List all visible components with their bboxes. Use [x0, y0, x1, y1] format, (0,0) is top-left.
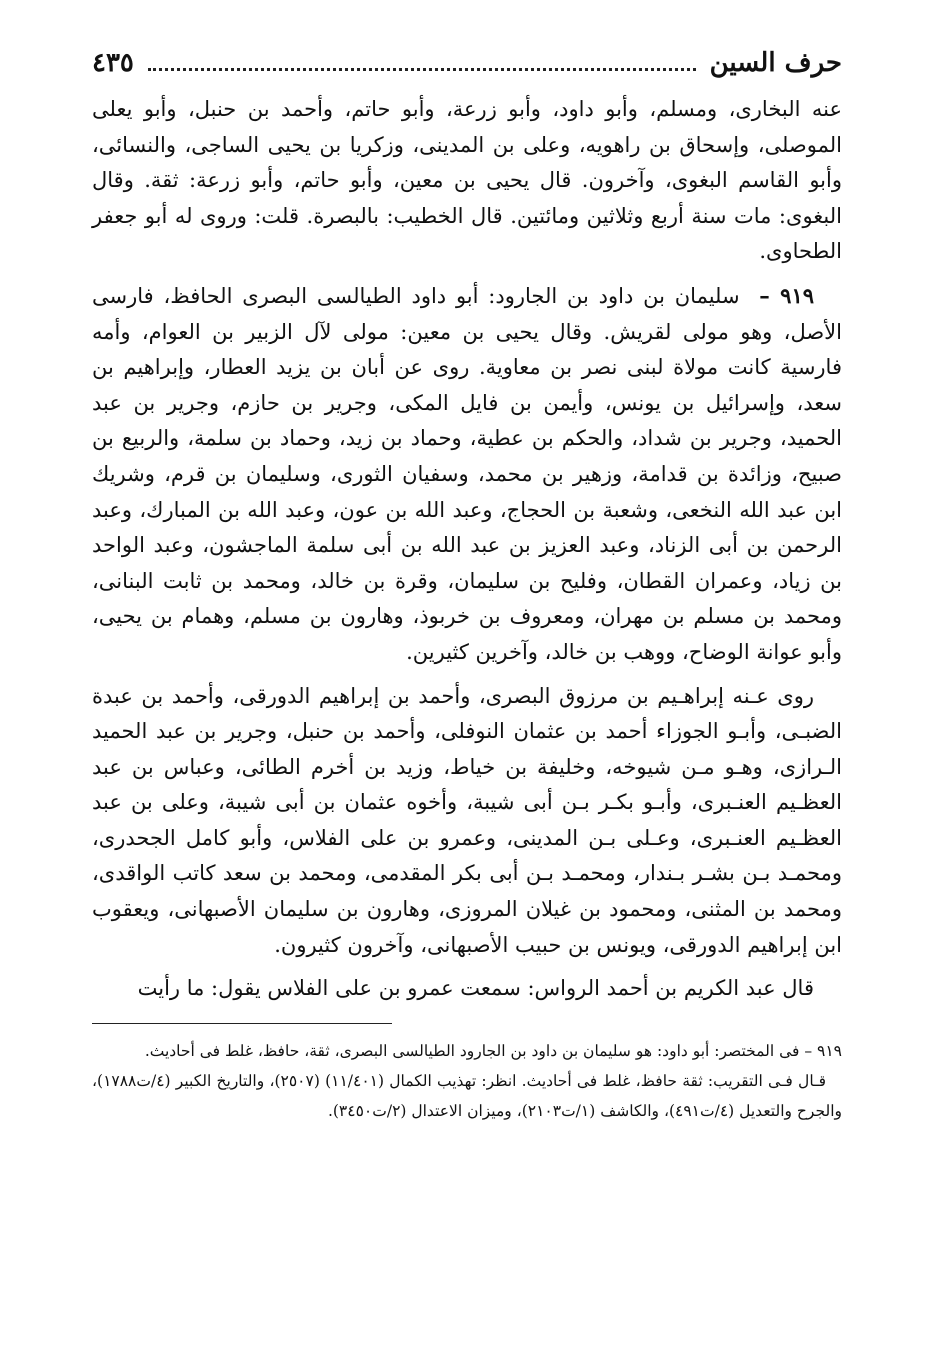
- footnote-text: قـال فـى التقريب: ثقة حافظ، غلط فى أحاديث. انظر: تهذيب الكمال (١١/٤٠١) (٢٥٠٧)، والتاريخ الكبير (٤/ت١٧٨٨)، والجرح والتعديل (٤/ت٤٩١)، والكاشف (١/ت٢١٠٣)، وميزان الاعتدال (٢/ت٣٤٥٠).: [92, 1071, 842, 1120]
- paragraph-students: [92, 679, 842, 964]
- footnote-text: ٩١٩ – فى المختصر: أبو داود: هو سليمان بن داود بن الجارود الطيالسى البصرى، ثقة، حافظ، غلط فى أحاديث.: [144, 1041, 842, 1060]
- header-title: حرف السين: [709, 48, 842, 78]
- page-number: ٤٣٥: [92, 48, 134, 78]
- paragraph-text: عنه البخارى، ومسلم، وأبو داود، وأبو زرعة، وأبو حاتم، وأحمد بن حنبل، وأبو يعلى الموصلى، وإسحاق بن راهويه، وعلى بن المدينى، وزكريا بن يحيى الساجى، والنسائى، وأبو القاسم البغوى، وآخرون. قال يحيى بن معين، وأبو حاتم، وأبو زرعة: ثقة. وقال البغوى: مات سنة أربع وثلاثين ومائتين. قال الخطيب: بالبصرة. قلت: وروى له أبو جعفر الطحاوى.: [92, 97, 842, 264]
- footnote: [92, 1036, 842, 1066]
- entry-paragraph: [92, 278, 842, 671]
- paragraph-continuation: [92, 92, 842, 270]
- footnote: [92, 1066, 842, 1126]
- header-dotted-leader: [148, 68, 696, 71]
- paragraph-text: قال عبد الكريم بن أحمد الرواس: سمعت عمرو بن على الفلاس يقول: ما رأيت: [137, 976, 814, 1001]
- paragraph-quote: [92, 971, 842, 1007]
- paragraph-text: سليمان بن داود بن الجارود: أبو داود الطيالسى البصرى الحافظ، فارسى الأصل، وهو مولى لقريش. وقال يحيى بن معين: مولى لآل الزبير بن العوام، وأمه فارسية كانت مولاة لبنى نصر بن معاوية. روى عن أبان بن يزيد العطار، وإبراهيم بن سعد، وإسرائيل بن يونس، وأيمن بن فايل المكى، وجرير بن حازم، وجرير بن عبد الحميد، وجرير بن شداد، والحكم بن عطية، وحماد بن زيد، وحماد بن سلمة، والربيع بن صبيح، وزائدة بن قدامة، وزهير بن محمد، وسفيان الثورى، وسليمان بن قرم، وشريك ابن عبد الله النخعى، وشعبة بن الحجاج، وعبد الله بن عون، وعبد الله بن المبارك، وعبد الرحمن بن أبى الزناد، وعبد العزيز بن عبد الله بن أبى سلمة الماجشون، وعبد الواحد بن زياد، وعمران القطان، وفليح بن سليمان، وقرة بن خالد، ومحمد بن ثابت البنانى، ومحمد بن مسلم بن مهران، ومعروف بن خربوذ، وهارون بن مسلم، وهمام بن يحيى، وأبو عوانة الوضاح، ووهب بن خالد، وآخرين كثيرين.: [92, 283, 842, 664]
- footnote-divider: [92, 1023, 392, 1024]
- entry-number: ٩١٩ –: [759, 282, 815, 308]
- paragraph-text: روى عـنه إبراهـيم بن مرزوق البصرى، وأحمد بن إبراهيم الدورقى، وأحمد بن عبدة الضبـى، وأبـو الجوزاء أحمد بن عثمان النوفلى، وأحمد بن حنبل، وجرير بن عبد الحميد الـرازى، وهـو مـن شيوخه، وخليفة بن خياط، وزيد بن أخرم الطائى، وعباس بن عبد العظـيم العنـبرى، وأبـو بكـر بـن أبى شيبة، وأخوه عثمان بن أبى شيبة، وعلى بن عبد العظـيم العنـبرى، وعـلى بـن المدينى، وعمرو بن على الفلاس، وأبو كامل الجحدرى، ومحمـد بـن بشـر بـندار، ومحمـد بـن أبى بكر المقدمى، ومحمد بن سعد كاتب الواقدى، ومحمد بن المثنى، ومحمود بن غيلان المروزى، وهارون بن سليمان الأصبهانى، ويعقوب ابن إبراهيم الدورقى، ويونس بن حبيب الأصبهانى، وآخرون كثيرون.: [92, 683, 842, 957]
- running-header: [92, 40, 842, 86]
- page: [92, 40, 842, 1126]
